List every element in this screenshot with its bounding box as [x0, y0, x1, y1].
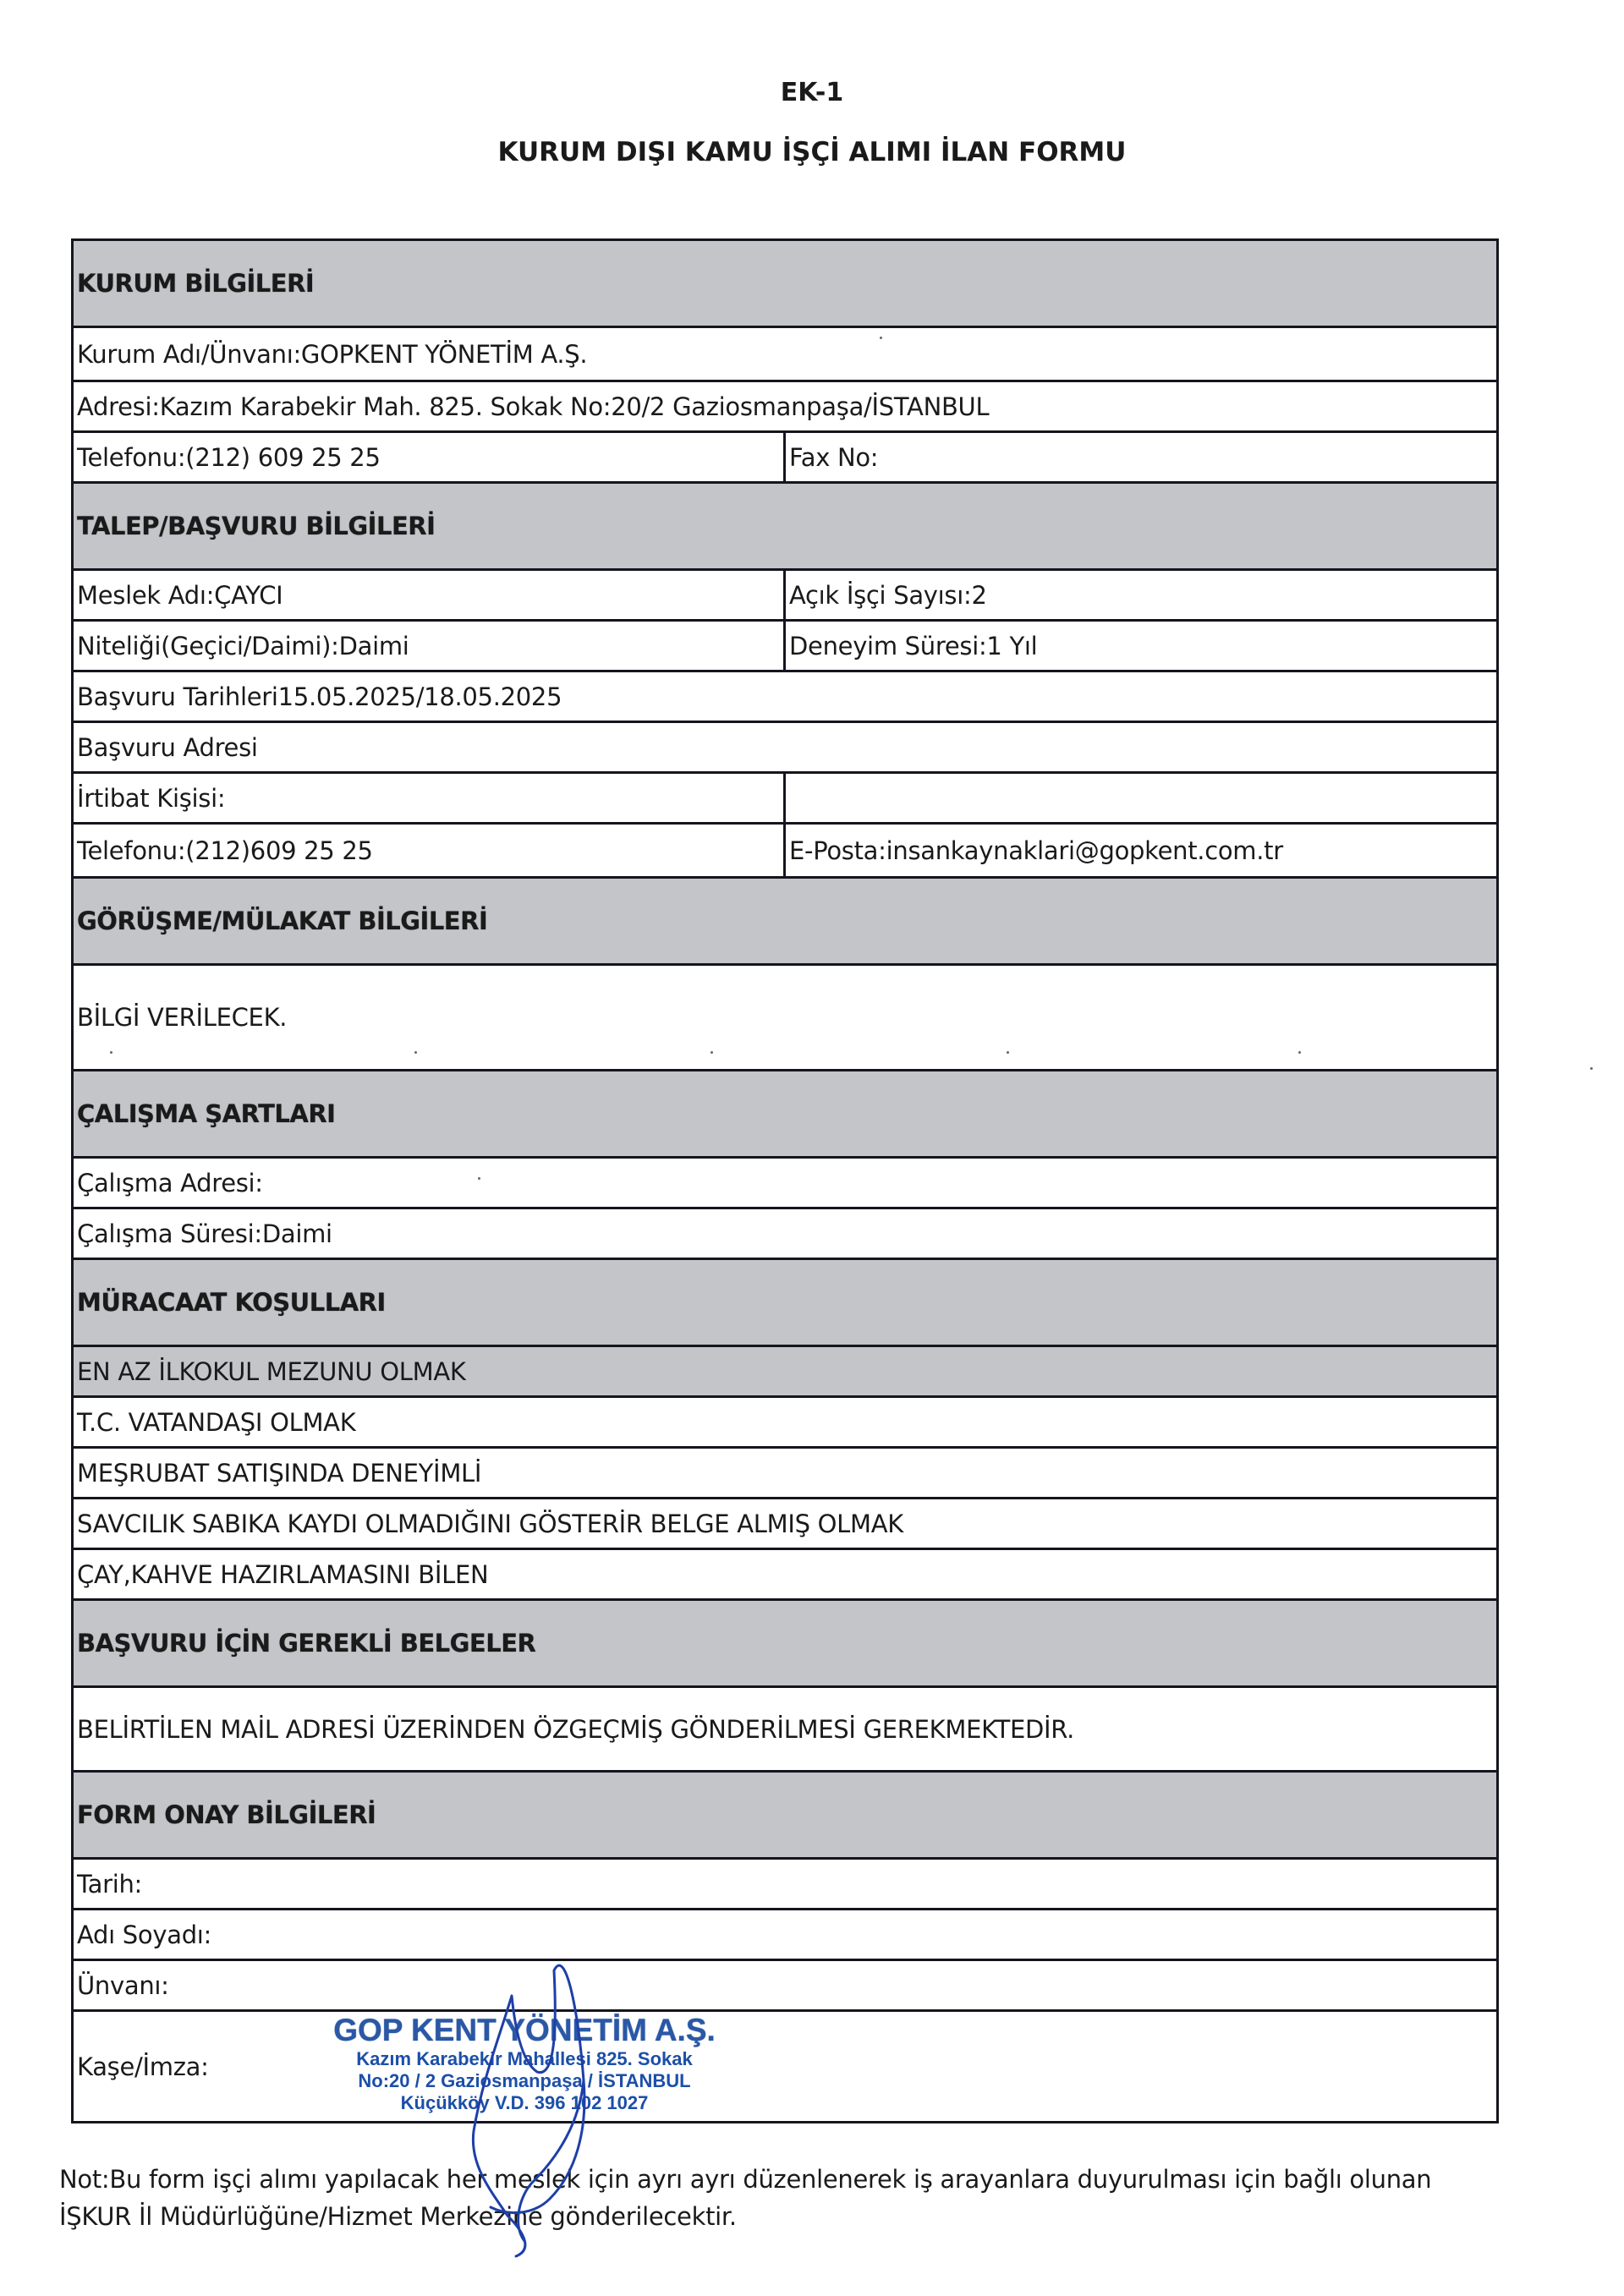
condition-row: [74, 1398, 1496, 1449]
section-header-muracaat: [74, 1260, 1496, 1347]
approval-name-field: Adı Soyadı:: [77, 1920, 212, 1949]
section-header-gorusme: [74, 879, 1496, 966]
company-stamp: [330, 2013, 719, 2114]
footer-note-line-1: Not:Bu form işçi alımı yapılacak her meslek için ayrı ayrı düzenlenerek iş arayanlara duyurulması için bağlı olunan: [59, 2165, 1432, 2194]
section-title: MÜRACAAT KOŞULLARI: [77, 1288, 386, 1317]
condition-row: [74, 1347, 1496, 1398]
scan-speck: [1007, 1051, 1009, 1054]
condition-row: [74, 1449, 1496, 1499]
section-header-kurum: [74, 241, 1496, 328]
condition-text: MEŞRUBAT SATIŞINDA DENEYİMLİ: [77, 1458, 482, 1488]
annex-label: EK-1: [780, 78, 844, 107]
section-title: TALEP/BAŞVURU BİLGİLERİ: [77, 512, 436, 540]
row-nature: [74, 622, 1496, 672]
section-header-talep: [74, 484, 1496, 571]
footer-note: [59, 2161, 1514, 2235]
section-title: BAŞVURU İÇİN GEREKLİ BELGELER: [77, 1629, 536, 1658]
row-approval-name: [74, 1910, 1496, 1961]
condition-text: SAVCILIK SABIKA KAYDI OLMADIĞINI GÖSTERİR BELGE ALMIŞ OLMAK: [77, 1509, 903, 1538]
section-header-onay: [74, 1773, 1496, 1860]
row-kurum-name: [74, 328, 1496, 382]
contact-email-field: E-Posta:insankaynaklari@gopkent.com.tr: [789, 836, 1283, 865]
condition-text: ÇAY,KAHVE HAZIRLAMASINI BİLEN: [77, 1559, 489, 1589]
stamp-address-line-1: Kazım Karabekir Mahallesi 825. Sokak: [356, 2048, 693, 2069]
employment-nature-field: Niteliği(Geçici/Daimi):Daimi: [74, 622, 786, 670]
contact-person-value: [786, 774, 1496, 822]
approval-title-field: Ünvanı:: [77, 1970, 169, 2000]
section-title: ÇALIŞMA ŞARTLARI: [77, 1099, 336, 1128]
contact-person-field: İrtibat Kişisi:: [74, 774, 786, 822]
row-work-address: [74, 1159, 1496, 1209]
work-address-field: Çalışma Adresi:: [77, 1168, 263, 1197]
row-kurum-phone-fax: [74, 433, 1496, 484]
row-approval-date: [74, 1860, 1496, 1910]
institution-phone-field: Telefonu:(212) 609 25 25: [74, 433, 786, 481]
row-work-duration: [74, 1209, 1496, 1260]
condition-text: T.C. VATANDAŞI OLMAK: [77, 1407, 356, 1437]
profession-field: Meslek Adı:ÇAYCI: [74, 571, 786, 619]
row-contact-phone-email: [74, 825, 1496, 879]
row-approval-title: [74, 1961, 1496, 2012]
section-title: FORM ONAY BİLGİLERİ: [77, 1800, 376, 1829]
row-application-dates: [74, 672, 1496, 723]
condition-row: [74, 1499, 1496, 1550]
open-positions-field: Açık İşçi Sayısı:2: [789, 580, 987, 610]
condition-row: [74, 1550, 1496, 1601]
page-title: KURUM DIŞI KAMU İŞÇİ ALIMI İLAN FORMU: [497, 137, 1127, 167]
row-application-address: [74, 723, 1496, 774]
job-posting-form: [71, 238, 1499, 2123]
section-header-belgeler: [74, 1601, 1496, 1688]
contact-phone-field: Telefonu:(212)609 25 25: [74, 825, 786, 876]
approval-date-field: Tarih:: [77, 1869, 143, 1899]
row-contact: [74, 774, 1496, 825]
scan-speck: [414, 1051, 417, 1054]
scan-speck: [710, 1051, 713, 1054]
condition-text: EN AZ İLKOKUL MEZUNU OLMAK: [77, 1356, 466, 1386]
section-header-calisma: [74, 1071, 1496, 1159]
stamp-company-name: GOP KENT YÖNETİM A.Ş.: [333, 2013, 716, 2047]
scan-speck: [110, 1051, 112, 1054]
experience-field: Deneyim Süresi:1 Yıl: [789, 631, 1038, 660]
scan-speck: [478, 1177, 480, 1180]
footer-note-line-2: İŞKUR İl Müdürlüğüne/Hizmet Merkezine gönderilecektir.: [59, 2202, 737, 2231]
institution-address-field: Adresi:Kazım Karabekir Mah. 825. Sokak No:20/2 Gaziosmanpaşa/İSTANBUL: [77, 392, 990, 421]
application-address-field: Başvuru Adresi: [77, 732, 258, 762]
section-title: GÖRÜŞME/MÜLAKAT BİLGİLERİ: [77, 907, 488, 935]
scan-speck: [880, 337, 882, 339]
section-title: KURUM BİLGİLERİ: [77, 269, 315, 298]
application-dates-field: Başvuru Tarihleri15.05.2025/18.05.2025: [77, 682, 562, 711]
scan-speck: [1298, 1051, 1301, 1054]
required-documents-text: BELİRTİLEN MAİL ADRESİ ÜZERİNDEN ÖZGEÇMİŞ GÖNDERİLMESİ GEREKMEKTEDİR.: [77, 1714, 1075, 1744]
stamp-signature-field: Kaşe/İmza:: [77, 2052, 209, 2081]
institution-fax-field: Fax No:: [789, 442, 879, 472]
row-interview-info: [74, 966, 1496, 1071]
scan-speck: [1590, 1067, 1593, 1070]
work-duration-field: Çalışma Süresi:Daimi: [77, 1219, 332, 1248]
institution-name-field: Kurum Adı/Ünvanı:GOPKENT YÖNETİM A.Ş.: [77, 339, 588, 369]
interview-info-text: BİLGİ VERİLECEK.: [77, 1003, 288, 1032]
stamp-tax-line: Küçükköy V.D. 396 102 1027: [400, 2092, 649, 2113]
row-required-documents: [74, 1688, 1496, 1773]
row-approval-stamp: [74, 2012, 1496, 2123]
stamp-address-line-2: No:20 / 2 Gaziosmanpaşa / İSTANBUL: [358, 2070, 691, 2091]
row-profession: [74, 571, 1496, 622]
row-kurum-address: [74, 382, 1496, 433]
